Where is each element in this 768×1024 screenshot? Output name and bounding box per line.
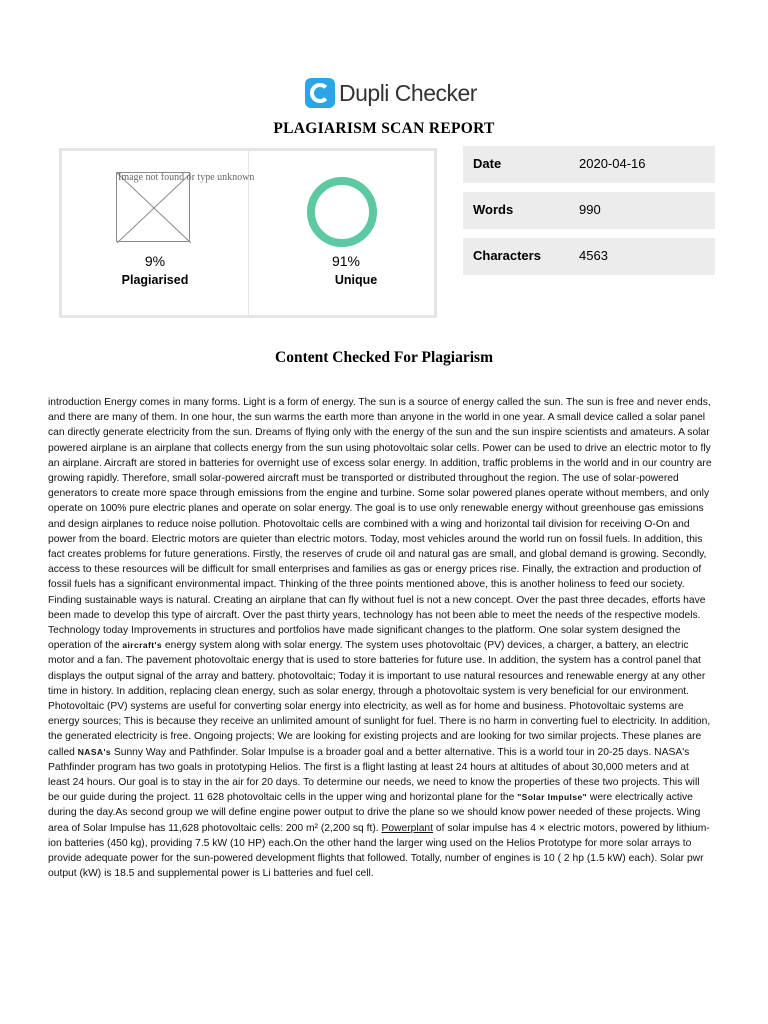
meta-row-date bbox=[463, 146, 715, 183]
checked-content-paragraph: introduction Energy comes in many forms. Light is a form of energy. The sun is a source of energy called the sun. The sun is free and never ends, and there are many of them. In one hour, the sun warms the earth more than anyone in the world in one year. A small device called a solar panel can directly generate electricity from the sun. Dreams of flying only with the energy of the sun and the sun inspire scientists and amateurs. A solar powered airplane is an airplane that collects energy from the sun using photovoltaic solar cells. Power can be used to drive an electric motor to fly an airplane. Aircraft are stored in batteries for overnight use of excess solar energy. In addition, traffic problems in the world and in our country are growing rapidly. Therefore, small solar-powered aircraft must be transported or distributed throughout the region. The use of solar-powered generators to create more space through emissions from the engine and turbine. Some solar powered planes operate without members, and only operate on 100% pure electric planes and operate on solar energy. The goal is to use only renewable energy without greenhouse gas emissions and design airplanes to reduce noise pollution. Photovoltaic cells are combined with a wing and horizontal tail division for receiving O-On and power from the board. Electric motors are quieter than electric motors. Today, most vehicles around the world run on fossil fuels. In addition, this fact creates problems for future generations. Firstly, the reserves of crude oil and natural gas are small, and global demand is growing. Secondly, access to these resources will be difficult for small enterprises and families as gas or energy prices rise. Finally, the extraction and production of fossil fuels has a significant environmental impact. Thinking of the three points mentioned above, this is another holiness to feed our society. Finding sustainable ways is natural. Creating an airplane that can fly without fuel is not a new concept. Over the past three decades, efforts have been made to develop this type of aircraft. Over the past thirty years, technology has not been able to meet the needs of the respective models. Technology today Improvements in structures and portfolios have made significant changes to the platform. One solar system designed the operation of the aircraft's energy system along with solar energy. The system uses photovoltaic (PV) devices, a charger, a battery, an electric motor and a fan. The pavement photovoltaic energy that is used to store batteries for future use. In addition, the system has a control panel that displays the output signal of the array and battery. photovoltaic; Today it is important to use natural resources and renewable energy at any other time in history. In addition, replacing clean energy, such as solar energy, through a photovoltaic system is very beneficial for our environment. Photovoltaic (PV) systems are useful for converting solar energy into electricity, as well as for home and business. Photovoltaic systems are energy sources; This is because they receive an unlimited amount of sunlight for fuel. There is no harm in converting fuel to electricity. In addition, the generated electricity is free. Ongoing projects; We are looking for existing projects and are looking for two similar projects. These planes are called NASA's Sunny Way and Pathfinder. Solar Impulse is a broader goal and a better alternative. This is a world tour in 20-25 days. NASA's Pathfinder program has two goals in prototyping Helios. The first is a flight lasting at least 24 hours at altitudes of about 30,000 meters and at least 24 hours. Our goal is to stay in the air for 20 days. To determine our needs, we need to know the properties of these two projects. This will be our guide during the project. 11 628 photovoltaic cells in the upper wing and horizontal plane for the "Solar Impulse" were electrically active during the day.As second group we will define engine power output to drive the plane so we should know power needed of these projects. Wing area of Solar Impulse has 11,628 photovoltaic cells: 200 m² (2,200 sq ft). Powerplant of solar impulse has 4 × electric motors, powered by lithium-ion batteries (450 kg), providing 7.5 kW (10 HP) each.On the other hand the larger wing used on the Helios Prototype for more solar arrays to provide adequate power for the sun-powered development flights that followed. Totally, number of engines is 10 ( 2 hp (1.5 kW) each). Solar pwr output (kW) is 18.5 and supplemental power is Li batteries and fuel cell. bbox=[48, 397, 712, 880]
unique-label: Unique bbox=[334, 273, 378, 287]
meta-key: Date bbox=[473, 156, 502, 171]
unique-percent: 91% bbox=[331, 253, 361, 269]
logo-text: Dupli Checker bbox=[339, 79, 477, 106]
checked-content bbox=[48, 395, 712, 882]
content-title: Content Checked For Plagiarism bbox=[275, 349, 493, 366]
logo-c-icon bbox=[305, 78, 335, 108]
meta-value: 4563 bbox=[579, 248, 608, 263]
dupli-checker-logo bbox=[305, 78, 477, 108]
meta-value: 990 bbox=[579, 202, 601, 217]
broken-image-alt-text: Image not found or type unknown bbox=[118, 172, 255, 183]
plagiarised-label: Plagiarised bbox=[121, 273, 189, 287]
unique-ring-icon bbox=[307, 177, 377, 247]
meta-row-characters bbox=[463, 238, 715, 275]
plagiarised-percent: 9% bbox=[144, 253, 166, 269]
meta-key: Characters bbox=[473, 248, 541, 263]
meta-row-words bbox=[463, 192, 715, 229]
report-title: PLAGIARISM SCAN REPORT bbox=[273, 120, 495, 137]
meta-value: 2020-04-16 bbox=[579, 156, 646, 171]
meta-key: Words bbox=[473, 202, 514, 217]
